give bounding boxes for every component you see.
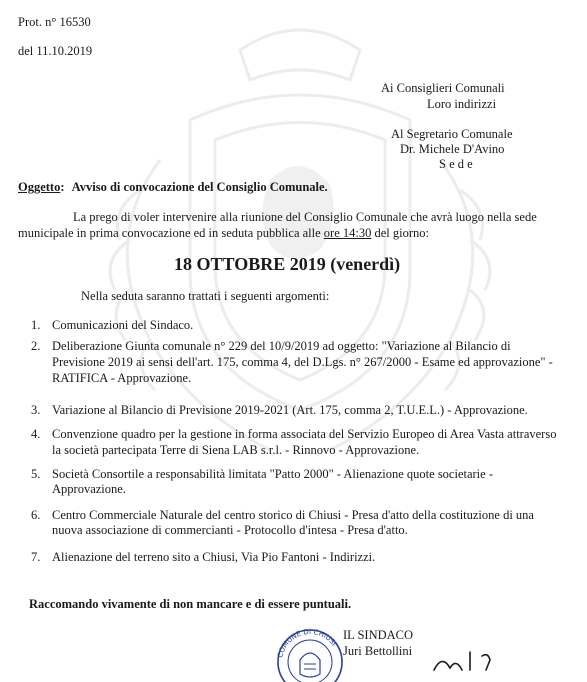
- agenda-item-7-line-1: Alienazione del terreno sito a Chiusi, Via Pio Fantoni - Indirizzi.: [52, 550, 376, 564]
- agenda-item-2-line-3: RATIFICA - Approvazione.: [52, 371, 192, 385]
- agenda-number: 1.: [31, 318, 41, 332]
- recipient-secretary-name: Dr. Michele D'Avino: [400, 142, 505, 156]
- agenda-item-6-line-1: Centro Commerciale Naturale del centro storico di Chiusi - Presa d'atto della costituzione di una: [52, 508, 534, 522]
- recipient-seat: S e d e: [439, 157, 473, 171]
- signature-title: IL SINDACO: [343, 628, 414, 642]
- agenda-number: 7.: [31, 550, 41, 564]
- protocol-number: Prot. n° 16530: [18, 15, 91, 29]
- recipient-secretary: Al Segretario Comunale: [391, 127, 513, 141]
- agenda-item-4-line-1: Convenzione quadro per la gestione in forma associata del Servizio Europeo di Area Vasta attraverso: [52, 427, 557, 441]
- closing-remark: Raccomando vivamente di non mancare e di essere puntuali.: [29, 597, 352, 611]
- recipient-councillors: Ai Consiglieri Comunali: [381, 81, 505, 95]
- agenda-intro: Nella seduta saranno trattati i seguenti argomenti:: [81, 289, 330, 303]
- protocol-date: del 11.10.2019: [18, 44, 93, 58]
- meeting-date: 18 OTTOBRE 2019 (venerdì): [174, 254, 401, 274]
- agenda-item-2-line-1: Deliberazione Giunta comunale n° 229 del 10/9/2019 ad oggetto: "Variazione al Bilancio di: [52, 339, 511, 353]
- stamp-text: COMUNE DI CHIUSI: [276, 627, 338, 659]
- agenda-number: 5.: [31, 467, 41, 481]
- subject-text: Avviso di convocazione del Consiglio Comunale.: [71, 180, 328, 194]
- intro-text-b: del giorno:: [371, 226, 429, 240]
- agenda-item-3-line-1: Variazione al Bilancio di Previsione 2019-2021 (Art. 175, comma 2, T.U.E.L.) - Approvazione.: [52, 403, 528, 417]
- meeting-time: ore 14:30: [323, 226, 372, 240]
- intro-text-a: municipale in prima convocazione ed in seduta pubblica alle: [18, 226, 324, 240]
- agenda-item-5-line-1: Società Consortile a responsabilità limitata "Patto 2000" - Alienazione quote societarie -: [52, 467, 493, 481]
- agenda-item-4-line-2: la società partecipata Terre di Siena LAB s.r.l. - Rinnovo - Approvazione.: [52, 443, 420, 457]
- agenda-item-6-line-2: nuova associazione di commercianti - Protocollo d'intesa - Presa d'atto.: [52, 523, 408, 537]
- recipient-addresses: Loro indirizzi: [427, 97, 497, 111]
- agenda-number: 3.: [31, 403, 41, 417]
- subject-label: Oggetto: [18, 180, 61, 194]
- agenda-number: 2.: [31, 339, 41, 353]
- agenda-number: 4.: [31, 427, 41, 441]
- agenda-item-2-line-2: Previsione 2019 ai sensi dell'art. 175, comma 4, del D.Lgs. n° 267/2000 - Esame ed approvazione" -: [52, 355, 553, 369]
- signature-name: Juri Bettollini: [343, 644, 413, 658]
- agenda-item-5-line-2: Approvazione.: [52, 482, 126, 496]
- intro-line-1: La prego di voler intervenire alla riunione del Consiglio Comunale che avrà luogo nella sede: [73, 210, 537, 224]
- handwritten-signature: [430, 650, 500, 671]
- municipal-stamp: [270, 622, 350, 682]
- subject-colon: :: [60, 180, 65, 194]
- agenda-item-1-line-1: Comunicazioni del Sindaco.: [52, 318, 194, 332]
- subject-line: [18, 180, 328, 194]
- agenda-number: 6.: [31, 508, 41, 522]
- intro-line-2: [18, 226, 429, 240]
